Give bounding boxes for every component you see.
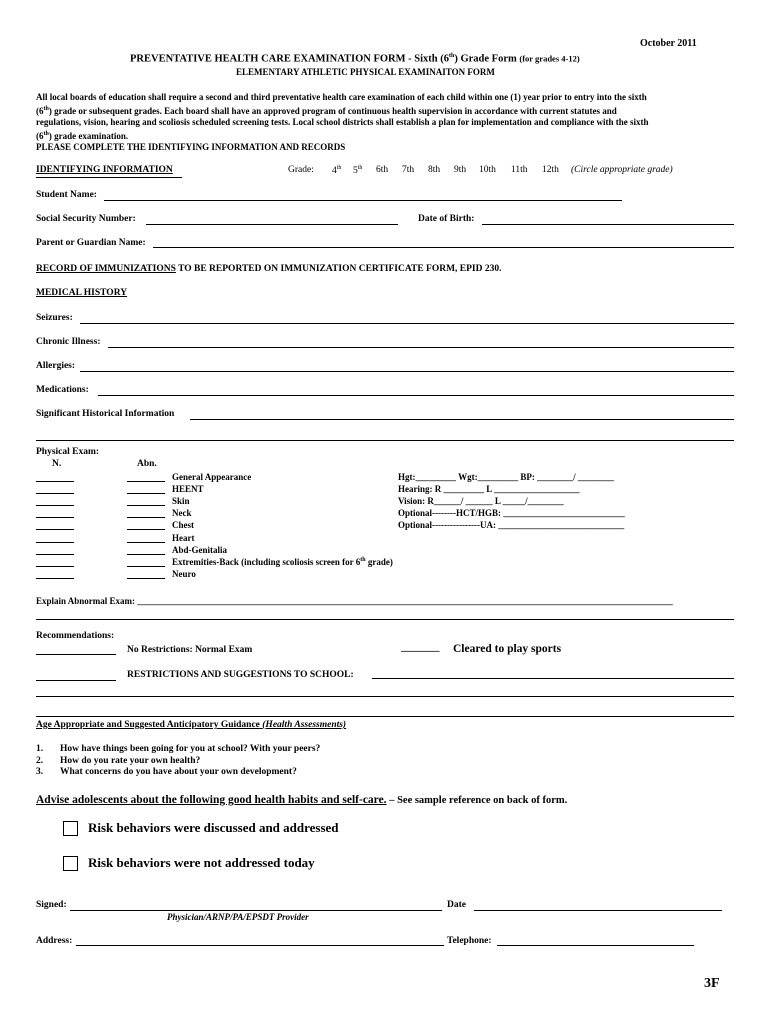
exam-item-label: Skin [172, 496, 190, 507]
grade-option[interactable]: 8th [428, 165, 441, 175]
exam-item-label: Neuro [172, 568, 196, 579]
normal-blank[interactable] [36, 505, 74, 506]
chronic-illness-label: Chronic Illness: [36, 337, 101, 347]
chronic-illness-field[interactable] [108, 347, 734, 348]
identifying-heading: IDENTIFYING INFORMATION [36, 165, 173, 175]
exam-item-label: General Appearance [172, 472, 252, 482]
exam-item-label: Chest [172, 520, 194, 531]
normal-blank[interactable] [36, 578, 74, 579]
grade-option[interactable]: 7th [402, 165, 415, 175]
normal-blank[interactable] [36, 517, 74, 518]
date-field[interactable] [474, 910, 722, 911]
immunizations-note: RECORD OF IMMUNIZATIONS TO BE REPORTED ON IMMUNIZATION CERTIFICATE FORM, EPID 230. [36, 264, 502, 274]
grade-option[interactable]: 6th [376, 165, 389, 175]
explain-abnormal-field[interactable]: Explain Abnormal Exam: _______________________________________________________________________________________________________________________ [36, 596, 673, 606]
restrictions-label: RESTRICTIONS AND SUGGESTIONS TO SCHOOL: [127, 670, 354, 680]
significant-history-field[interactable] [190, 419, 734, 420]
vision-field[interactable]: Vision: R______/ ______ L _____/________ [398, 496, 564, 506]
ssn-field[interactable] [146, 224, 398, 225]
ssn-label: Social Security Number: [36, 214, 136, 224]
hct-hgb-field[interactable]: Optional--------HCT/HGB: ___________________________ [398, 508, 625, 518]
restrictions-field[interactable] [372, 678, 734, 679]
form-subtitle: ELEMENTARY ATHLETIC PHYSICAL EXAMINAITON FORM [236, 67, 495, 77]
abnormal-blank[interactable] [127, 578, 165, 579]
medical-history-heading: MEDICAL HISTORY [36, 288, 128, 298]
dob-label: Date of Birth: [418, 214, 475, 224]
address-field[interactable] [76, 945, 444, 946]
grade-option[interactable]: 9th [454, 165, 467, 175]
abnormal-blank[interactable] [127, 505, 165, 506]
abnormal-blank[interactable] [127, 542, 165, 543]
seizures-field[interactable] [80, 323, 734, 324]
recommendations-heading: Recommendations: [36, 631, 115, 641]
seizures-label: Seizures: [36, 313, 73, 323]
normal-column-label: N. [52, 459, 62, 469]
exam-item-label: Heart [172, 532, 195, 543]
abnormal-blank[interactable] [127, 566, 165, 567]
explain-abnormal-field-2[interactable] [36, 619, 734, 620]
abnormal-blank[interactable] [127, 529, 165, 530]
exam-item-label: Neck [172, 508, 192, 519]
no-restrictions-blank[interactable] [36, 654, 116, 655]
guidance-questions: 1. How have things been going for you at school? With your peers? 2. How do you rate your own health? 3. What concerns do you have about your own development? [36, 744, 321, 777]
medications-label: Medications: [36, 385, 89, 395]
abnormal-blank[interactable] [127, 493, 165, 494]
risk-discussed-label: Risk behaviors were discussed and addressed [88, 820, 339, 835]
student-name-field[interactable] [104, 200, 622, 201]
exam-item-label: Abd-Genitalia [172, 544, 228, 555]
dob-field[interactable] [482, 224, 734, 225]
cleared-to-play-label: Cleared to play sports [453, 643, 562, 655]
telephone-field[interactable] [497, 945, 694, 946]
form-date: October 2011 [640, 38, 697, 49]
signed-label: Signed: [36, 900, 67, 910]
grade-option[interactable]: 11th [511, 165, 528, 175]
normal-blank[interactable] [36, 542, 74, 543]
hearing-field[interactable]: Hearing: R _________ L ___________________ [398, 484, 580, 494]
significant-history-label: Significant Historical Information [36, 409, 175, 419]
grade-option[interactable]: 10th [479, 165, 496, 175]
parent-label: Parent or Guardian Name: [36, 238, 146, 248]
restrictions-field-3[interactable] [36, 716, 734, 717]
abnormal-blank[interactable] [127, 481, 165, 482]
exam-item-label: HEENT [172, 484, 204, 495]
circle-note: (Circle appropriate grade) [571, 165, 673, 175]
risk-not-addressed-label: Risk behaviors were not addressed today [88, 855, 315, 870]
medications-field[interactable] [98, 395, 734, 396]
no-restrictions-label: No Restrictions: Normal Exam [127, 645, 253, 655]
grade-label: Grade: [288, 165, 314, 175]
grade-option[interactable]: 5th [353, 165, 363, 177]
grade-option[interactable]: 4th [332, 165, 342, 177]
student-name-label: Student Name: [36, 190, 97, 200]
significant-history-field-2[interactable] [36, 440, 734, 441]
page-code: 3F [704, 976, 720, 991]
allergies-field[interactable] [80, 371, 734, 372]
restrictions-blank[interactable] [36, 680, 116, 681]
abnormal-blank[interactable] [127, 554, 165, 555]
ua-field[interactable]: Optional----------------UA: ____________________________ [398, 520, 625, 530]
restrictions-field-2[interactable] [36, 696, 734, 697]
guidance-heading: Age Appropriate and Suggested Anticipatory Guidance (Health Assessments) [36, 720, 347, 730]
risk-not-addressed-checkbox[interactable] [63, 856, 78, 871]
form-title: PREVENTATIVE HEALTH CARE EXAMINATION FORM - Sixth (6th) Grade Form (for grades 4-12) [130, 53, 580, 65]
physical-exam-heading: Physical Exam: [36, 447, 100, 457]
parent-field[interactable] [153, 247, 734, 248]
allergies-label: Allergies: [36, 361, 76, 371]
normal-blank[interactable] [36, 493, 74, 494]
signed-field[interactable] [70, 910, 442, 911]
height-weight-bp[interactable]: Hgt:_________ Wgt:_________ BP: ________/ ________ [398, 472, 614, 482]
normal-blank[interactable] [36, 566, 74, 567]
advise-text: Advise adolescents about the following good health habits and self-care. – See sample reference on back of form. [36, 794, 568, 806]
cleared-blank[interactable]: _______ [401, 641, 440, 653]
normal-blank[interactable] [36, 529, 74, 530]
provider-label: Physician/ARNP/PA/EPSDT Provider [167, 912, 309, 922]
exam-item-label: Extremities-Back (including scoliosis screen for 6th grade) [172, 556, 393, 567]
abnormal-blank[interactable] [127, 517, 165, 518]
grade-option[interactable]: 12th [542, 165, 559, 175]
address-label: Address: [36, 936, 73, 946]
date-label: Date [447, 900, 466, 910]
normal-blank[interactable] [36, 554, 74, 555]
normal-blank[interactable] [36, 481, 74, 482]
abnormal-column-label: Abn. [137, 459, 157, 469]
telephone-label: Telephone: [447, 936, 492, 946]
intro-paragraph: All local boards of education shall require a second and third preventative health care examination of each child within one (1) year prior to entry into the sixth (6th) grade or subsequent grades. Each board shall have an approved program of continuous health supervision in accordance with current statutes and regulations, vision, hearing and scoliosis scheduled screening tests. Local school districts shall establish a plan for implementation and compliance with the sixth (6th) grade examination. PLEASE COMPLETE THE IDENTIFYING INFORMATION AND RECORDS [36, 92, 649, 152]
risk-discussed-checkbox[interactable] [63, 821, 78, 836]
